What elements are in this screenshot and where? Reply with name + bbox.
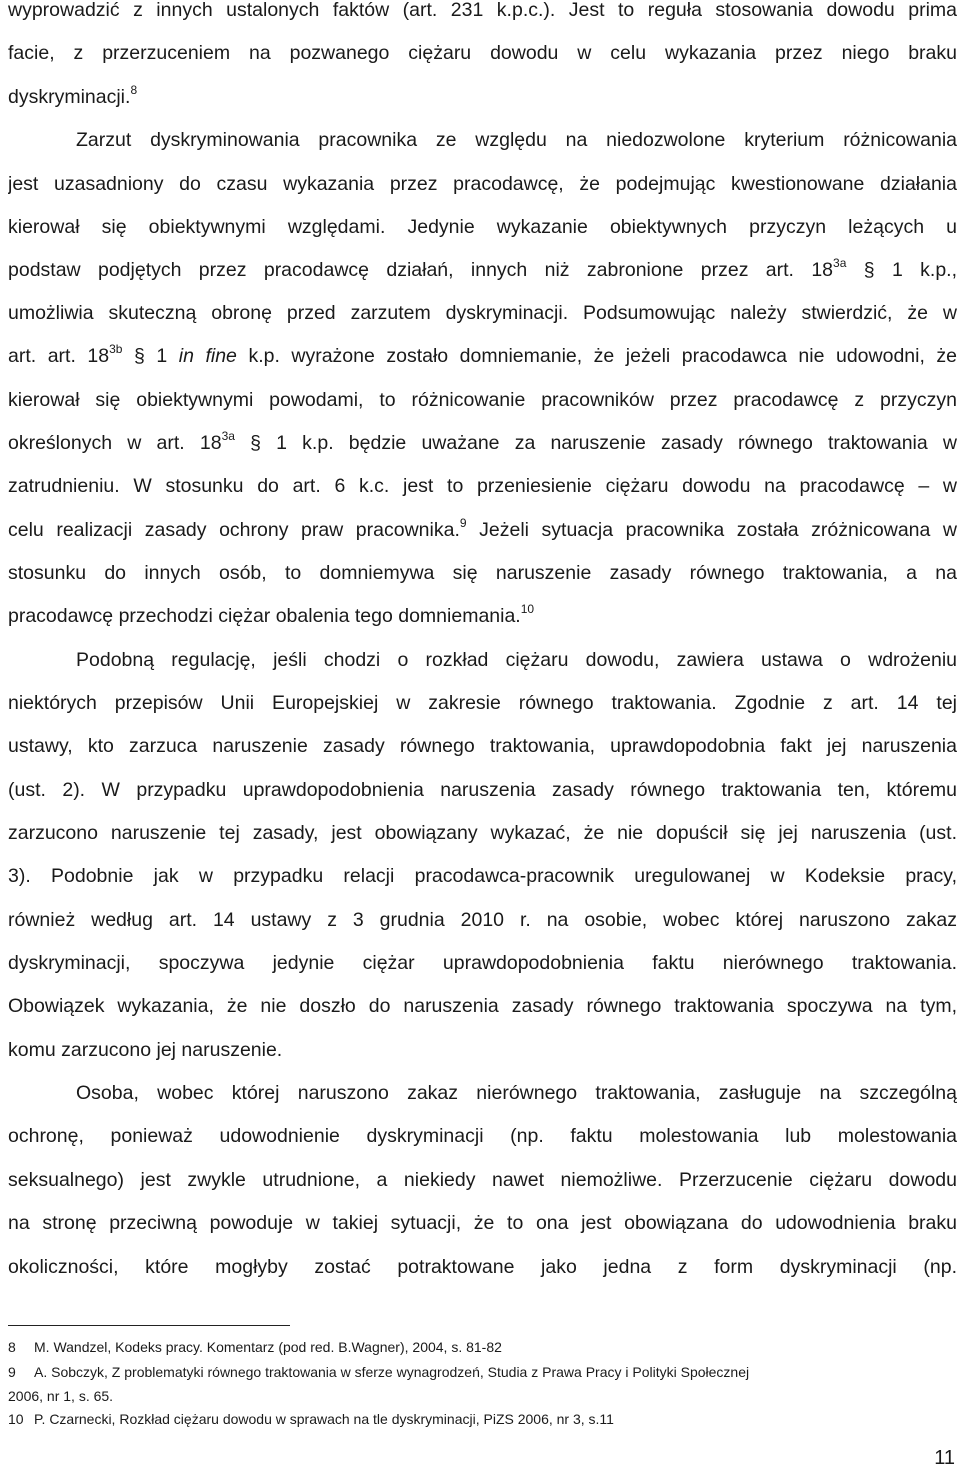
footnote-ref: 8	[130, 84, 138, 97]
footnote-ref: 9	[459, 517, 467, 530]
text-line: podstaw podjętych przez pracodawcę działań, innych niż zabronione przez art. $18^{3a}$ § 1 k.p.,	[8, 257, 957, 281]
text-line: pracodawcę przechodzi ciężar obalenia tego domniemania.$^{10}$	[8, 603, 535, 627]
text-line: dyskryminacji, spoczywa jedynie ciężar uprawdopodobnienia faktu nierównego traktowania.	[8, 952, 957, 974]
text-line: również według art. 14 ustawy z 3 grudnia 2010 r. na osobie, wobec której naruszono zakaz	[8, 909, 957, 931]
text-line: kierował się obiektywnymi względami. Jedynie wykazanie obiektywnych przyczyn leżących u	[8, 216, 957, 238]
text-line: 3). Podobnie jak w przypadku relacji pracodawca-pracownik uregulowanej w Kodeksie pracy,	[8, 865, 957, 887]
text-line: określonych w art. $18^{3a}$ § 1 k.p. będzie uważane za naruszenie zasady równego traktowania w	[8, 430, 957, 454]
footnote: 8 M. Wandzel, Kodeks pracy. Komentarz (pod red. B.Wagner), 2004, s. 81-82	[8, 1339, 502, 1355]
text-line: seksualnego) jest zwykle utrudnione, a niekiedy nawet niemożliwe. Przerzucenie ciężaru dowodu	[8, 1169, 957, 1191]
text-line: stosunku do innych osób, to domniemywa się naruszenie zasady równego traktowania, a na	[8, 562, 957, 584]
text-line: ustawy, kto zarzuca naruszenie zasady równego traktowania, uprawdopodobnia fakt jej naruszenia	[8, 735, 957, 757]
footnote: 9 A. Sobczyk, Z problematyki równego traktowania w sferze wynagrodzeń, Studia z Prawa Pracy i Polityki Społecznej	[8, 1364, 750, 1380]
text-line: Podobną regulację, jeśli chodzi o rozkład ciężaru dowodu, zawiera ustawa o wdrożeniu	[76, 649, 957, 671]
page-number: 11	[934, 1447, 955, 1469]
text-line: okoliczności, które mogłyby zostać potraktowane jako jedna z form dyskryminacji (np.	[8, 1256, 957, 1278]
text-line: niektórych przepisów Unii Europejskiej w zakresie równego traktowania. Zgodnie z art. 14 tej	[8, 692, 957, 714]
text-line: facie, z przerzuceniem na pozwanego ciężaru dowodu w celu wykazania przez niego braku	[8, 42, 957, 64]
text-line: kierował się obiektywnymi powodami, to różnicowanie pracowników przez pracodawcę z przyczyn	[8, 389, 957, 411]
footnote-continuation: 2006, nr 1, s. 65.	[8, 1388, 114, 1404]
text-line: jest uzasadniony do czasu wykazania przez pracodawcę, że podejmując kwestionowane działania	[8, 173, 957, 195]
text-line: zatrudnieniu. W stosunku do art. 6 k.c. jest to przeniesienie ciężaru dowodu na pracodawcę – w	[8, 475, 957, 497]
text-line: Obowiązek wykazania, że nie doszło do naruszenia zasady równego traktowania spoczywa na tym,	[8, 995, 957, 1017]
text-line: na stronę przeciwną powoduje w takiej sytuacji, że to ona jest obowiązana do udowodnienia braku	[8, 1212, 957, 1234]
text-line: zarzucono naruszenie tej zasady, jest obowiązany wykazać, że nie dopuścił się jej naruszenia (ust.	[8, 822, 957, 844]
text-line: art. art. $18^{3b}$ § 1 in fine k.p. wyrażone zostało domniemanie, że jeżeli pracodawca nie udowodni, że	[8, 343, 957, 367]
text-line: Osoba, wobec której naruszono zakaz nierównego traktowania, zasługuje na szczególną	[76, 1082, 957, 1104]
footnote-ref: 10	[520, 603, 535, 616]
text-line: umożliwia skuteczną obronę przed zarzutem dyskryminacji. Podsumowując należy stwierdzić, że w	[8, 302, 957, 324]
text-line: (ust. 2). W przypadku uprawdopodobnienia naruszenia zasady równego traktowania ten, któremu	[8, 779, 957, 801]
text-line: Zarzut dyskryminowania pracownika ze względu na niedozwolone kryterium różnicowania	[76, 129, 957, 151]
text-line: wyprowadzić z innych ustalonych faktów (art. 231 k.p.c.). Jest to reguła stosowania dowodu prima	[8, 0, 957, 21]
footnote-divider	[8, 1325, 290, 1326]
text-line: celu realizacji zasady ochrony praw pracownika.$^9$ Jeżeli sytuacja pracownika została zróżnicowana w	[8, 517, 957, 541]
text-line: komu zarzucono jej naruszenie.	[8, 1039, 283, 1061]
text-line: ochronę, ponieważ udowodnienie dyskryminacji (np. faktu molestowania lub molestowania	[8, 1125, 957, 1147]
footnote: 10 P. Czarnecki, Rozkład ciężaru dowodu w sprawach na tle dyskryminacji, PiZS 2006, nr 3, s.11	[8, 1411, 614, 1427]
text-line: dyskryminacji.$^8$	[8, 84, 138, 108]
